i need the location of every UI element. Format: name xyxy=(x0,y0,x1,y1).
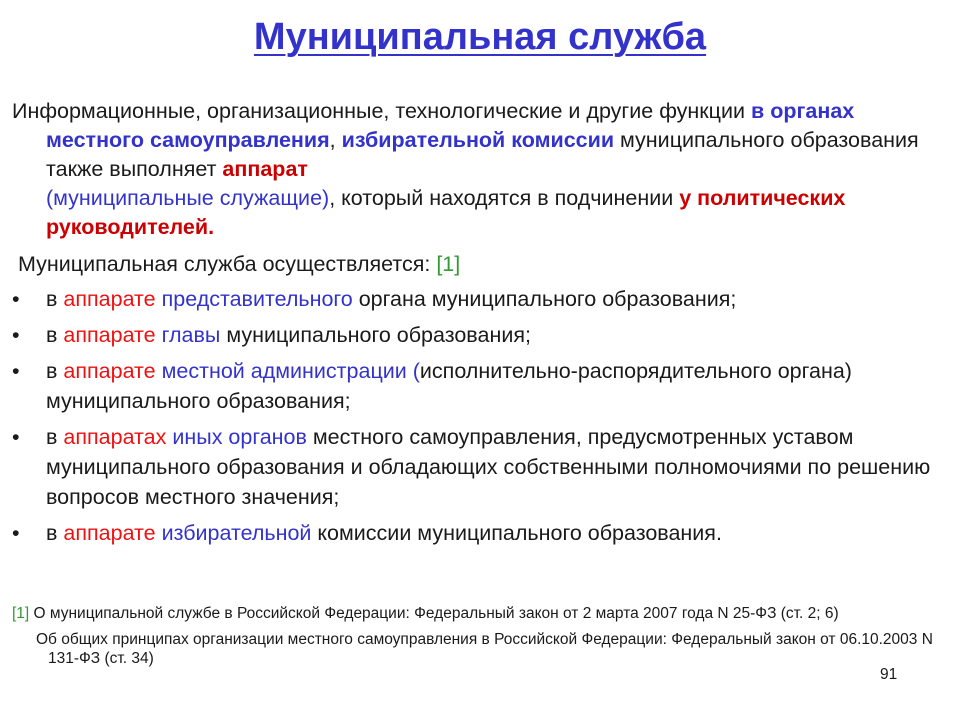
service-list xyxy=(12,284,947,554)
bullet-icon: • xyxy=(12,359,20,383)
footnote-1-text: О муниципальной службе в Российской Федерации: Федеральный закон от 2 марта 2007 года N 25-ФЗ (ст. 2; 6) xyxy=(29,605,839,622)
item-apparatus: аппаратах xyxy=(63,425,167,449)
item-body: местной администрации ( xyxy=(161,359,420,383)
item-apparatus: аппарате xyxy=(63,359,156,383)
list-item xyxy=(12,284,947,314)
item-body: иных органов xyxy=(172,425,307,449)
intro-highlight-political-leaders: у политических руководителей. xyxy=(46,186,846,239)
item-prefix: в xyxy=(46,359,64,383)
item-rest: местного самоуправления, предусмотренных уставом муниципального образования и обладающих собственными полномочиями по решению вопросов местного значения; xyxy=(46,425,931,509)
list-item xyxy=(12,422,947,512)
bullet-icon: • xyxy=(12,287,20,311)
item-rest: комиссии муниципального образования. xyxy=(311,521,722,545)
intro-text-3: , xyxy=(329,128,342,152)
bullet-icon: • xyxy=(12,323,20,347)
item-prefix: в xyxy=(46,521,64,545)
footnote-ref-link[interactable]: [1] xyxy=(436,252,461,276)
footnotes xyxy=(12,604,942,668)
intro-text-1: Информационные, организационные, технологические и другие функции xyxy=(12,99,751,123)
item-body: представительного xyxy=(161,287,353,311)
item-rest: муниципального образования; xyxy=(220,323,531,347)
footnote-1 xyxy=(12,604,942,623)
footnote-2 xyxy=(12,630,942,668)
bullet-icon: • xyxy=(12,521,20,545)
intro-municipal-employees: (муниципальные служащие) xyxy=(46,186,330,210)
item-body: избирательной xyxy=(161,521,312,545)
intro-text-5: муниципального образования также выполняет xyxy=(46,128,919,181)
service-lead-text: Муниципальная служба осуществляется: xyxy=(18,252,437,276)
item-body: главы xyxy=(161,323,221,347)
page-title: Муниципальная служба xyxy=(253,16,707,58)
list-item xyxy=(12,320,947,350)
service-lead xyxy=(18,250,460,279)
item-apparatus: аппарате xyxy=(63,287,156,311)
footnote-1-mark[interactable]: [1] xyxy=(12,605,30,622)
intro-text-8: , который находятся в подчинении xyxy=(329,186,680,210)
page-number: 91 xyxy=(880,666,898,683)
item-prefix: в xyxy=(46,425,64,449)
item-apparatus: аппарате xyxy=(63,521,156,545)
item-prefix: в xyxy=(46,287,64,311)
intro-highlight-local-government: в органах местного самоуправления xyxy=(46,99,855,152)
intro-highlight-election-commission: избирательной комиссии xyxy=(341,128,615,152)
item-rest: исполнительно-распорядительного органа) муниципального образования; xyxy=(46,359,852,413)
list-item xyxy=(12,356,947,416)
footnote-2-text: Об общих принципах организации местного самоуправления в Российской Федерации: Федеральный закон от 06.10.2003 N 131-ФЗ (ст. 34) xyxy=(36,631,933,667)
intro-highlight-apparatus: аппарат xyxy=(222,157,308,181)
item-prefix: в xyxy=(46,323,64,347)
bullet-icon: • xyxy=(12,425,20,449)
intro-paragraph xyxy=(12,97,947,242)
item-apparatus: аппарате xyxy=(63,323,156,347)
item-rest: органа муниципального образования; xyxy=(352,287,737,311)
list-item xyxy=(12,518,947,548)
